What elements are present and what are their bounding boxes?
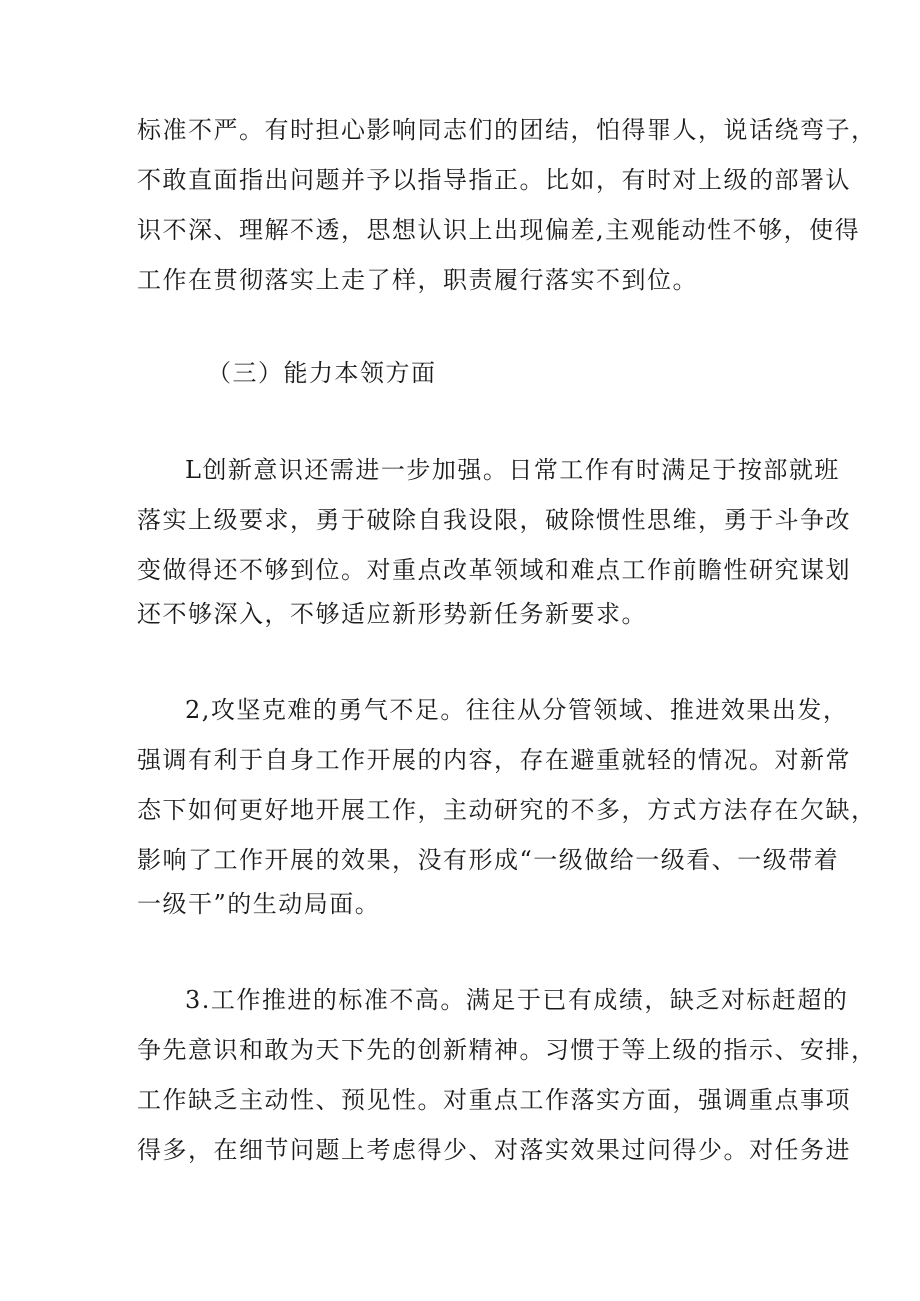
paragraph-4-line-1: 3.工作推进的标准不高。满足于已有成绩，缺乏对标赶超的	[185, 986, 849, 1014]
paragraph-2-line-2: 落实上级要求，勇于破除自我设限，破除惯性思维，勇于斗争改	[137, 506, 851, 534]
paragraph-3-line-5: 一级干”的生动局面。	[137, 890, 381, 918]
paragraph-2-line-1: L创新意识还需进一步加强。日常工作有时满足于按部就班	[185, 456, 840, 484]
paragraph-4-line-4: 得多，在细节问题上考虑得少、对落实效果过问得少。对任务进	[137, 1136, 851, 1164]
paragraph-4-line-2: 争先意识和敢为天下先的创新精神。习惯于等上级的指示、安排，	[137, 1036, 877, 1064]
paragraph-3-line-4: 影响了工作开展的效果，没有形成“一级做给一级看、一级带着	[137, 846, 840, 874]
paragraph-3-line-2: 强调有利于自身工作开展的内容，存在避重就轻的情况。对新常	[137, 746, 851, 774]
paragraph-1-line-1: 标准不严。有时担心影响同志们的团结，怕得罪人，说话绕弯子，	[137, 116, 877, 144]
paragraph-2-line-3: 变做得还不够到位。对重点改革领域和难点工作前瞻性研究谋划	[137, 556, 851, 584]
paragraph-4-line-3: 工作缺乏主动性、预见性。对重点工作落实方面，强调重点事项	[137, 1086, 851, 1114]
section-heading: （三）能力本领方面	[207, 359, 437, 387]
paragraph-1-line-3: 识不深、理解不透，思想认识上出现偏差,主观能动性不够，使得	[137, 216, 861, 244]
paragraph-3-line-3: 态下如何更好地开展工作，主动研究的不多，方式方法存在欠缺，	[137, 796, 877, 824]
paragraph-1-line-2: 不敢直面指出问题并予以指导指正。比如，有时对上级的部署认	[137, 166, 851, 194]
paragraph-3-line-1: 2,攻坚克难的勇气不足。往往从分管领域、推进效果出发，	[185, 696, 849, 724]
paragraph-2-line-4: 还不够深入，不够适应新形势新任务新要求。	[137, 600, 647, 628]
paragraph-1-line-4: 工作在贯彻落实上走了样，职责履行落实不到位。	[137, 266, 698, 294]
